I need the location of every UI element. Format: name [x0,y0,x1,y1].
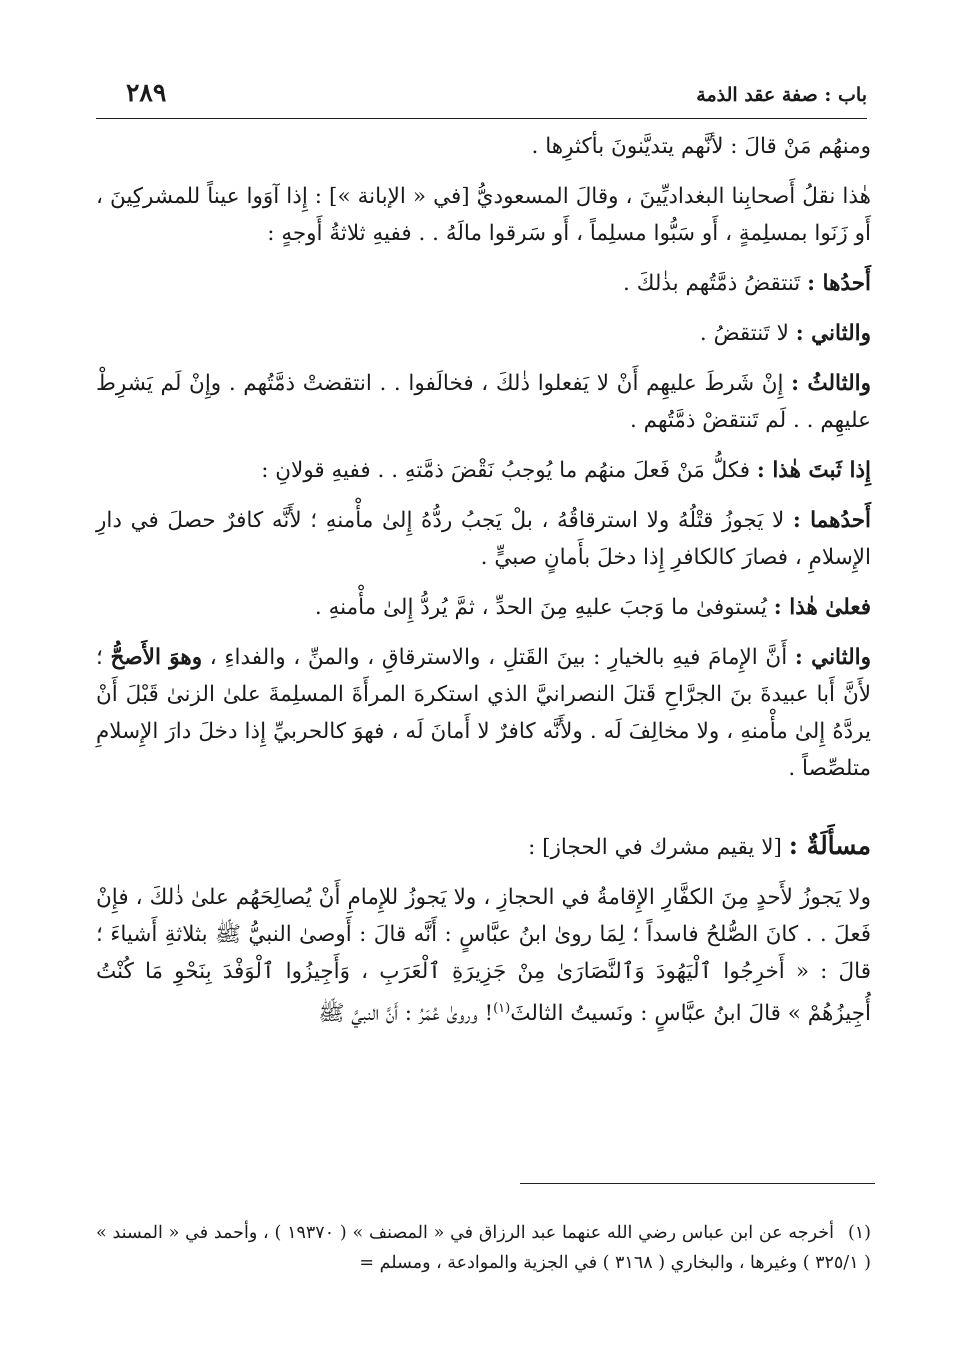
issue-heading [96,827,871,866]
paragraph-lead: والثاني : [794,645,872,670]
emphasis: وهوَ الأَصحُّ [110,645,203,670]
paragraph [96,452,871,489]
chapter-title: باب : صفة عقد الذمة [696,84,867,106]
paragraph-lead: والثاني : [795,321,871,346]
paragraph [96,265,871,302]
paragraph-text: أَنَّ الإِمامَ فيهِ بالخيارِ : بينَ القَتلِ ، والاسترقاقِ ، والمنِّ ، والفداءِ ، [209,645,788,670]
paragraph [96,589,871,626]
paragraph-lead: إِذا ثَبتَ هٰذا : [756,458,871,483]
paragraph-text: ومنهُم مَنْ قالَ : لأنَّهم يتديَّنونَ بأكثرِها . [531,134,871,159]
footnote-rule [520,1183,875,1184]
paragraph-lead: أَحدُها : [807,271,871,296]
paragraph-text: هٰذا نقلُ أَصحابِنا البغداديِّينَ ، وقالَ المسعوديُّ [في « الإبانة »] : إِذا آوَوا عيناً للمشركِينَ ، أَو زَنَوا بمسلِمةٍ ، أَو سَبُّوا مسلِماً ، أَو سَرقوا مالَهُ . . ففيهِ ثلاثةُ أَوجهٍ : [96,184,871,246]
issue-title: [لا يقيم مشرك في الحجاز] : [528,835,782,860]
paragraph-text: ولا يَجوزُ لأَحدٍ مِنَ الكفَّارِ الإِقامةُ في الحجازِ ، ولا يَجوزُ للإِمامِ أَنْ يُصالِحَهُم علىٰ ذٰلكَ ، فإِنْ فَعلَ . . كانَ الصُّلحُ فاسداً ؛ لِمَا روىٰ ابنُ عبَّاسٍ : أَنَّه قالَ : أَوصىٰ النبيُّ ﷺ بثلاثةِ أَشياءَ ؛ قالَ : « أَخرِجُوا ٱلْيَهُودَ وَٱلنَّصَارَىٰ مِنْ جَزِيرَةِ ٱلْعَرَبِ ، وَأَجِيزُوا ٱلْوَفْدَ بِنَحْوِ مَا كُنْتُ أُجِيزُهُمْ » قالَ ابنُ عبَّاسٍ : ونَسيتُ الثالثَ [96,885,871,1027]
footnote-ref[interactable]: (١) [493,1001,511,1016]
paragraph [96,178,871,252]
paragraph-text: يُستوفىٰ ما وَجبَ عليهِ مِنَ الحدِّ ، ثمَّ يُردُّ إِلىٰ مأْمنهِ . [314,595,767,620]
main-text [96,128,871,1045]
paragraph [96,879,871,1032]
paragraph-text: ! وروىٰ عُمَرُ : أَنَّ النبيَّ ﷺ [318,1001,494,1027]
paragraph-text: لا يَجوزُ قتْلُهُ ولا استرقاقُهُ ، بلْ يَجبُ ردُّهُ إِلىٰ مأْمنهِ ؛ لأَنَّه كافرٌ حصلَ في دارِ الإِسلامِ ، فصارَ كالكافرِ إِذا دخلَ بأَمانٍ صبيٍّ . [96,508,871,570]
paragraph [96,639,871,787]
paragraph-text: فكلُّ مَنْ فَعلَ منهُم ما يُوجبُ نَقْضَ ذمَّتهِ . . ففيهِ قولانِ : [261,458,751,483]
paragraph-lead: فعلىٰ هٰذا : [773,595,871,620]
paragraph-lead: أَحدُهما : [792,508,872,533]
paragraph-text: تَنتقضُ ذمَّتُهم بذٰلكَ . [623,271,801,296]
paragraph-text: ؛ لأَنَّ أَبا عبيدةَ بنَ الجرَّاحِ قَتلَ النصرانيَّ الذي استكرهَ المرأَةَ المسلِمةَ علىٰ الزنىٰ قَبْلَ أَنْ يردَّهُ إِلىٰ مأْمنهِ ، ولا مخالِفَ لَه . ولأَنَّه كافرٌ لا أَمانَ لَه ، فهوَ كالحربيِّ إِذا دخلَ دارَ الإِسلامِ متلصِّصاً . [96,645,871,781]
page-header [96,78,867,112]
paragraph-lead: والثالثُ : [791,371,871,396]
paragraph-text: إِنْ شَرطَ عليهِم أَنْ لا يَفعلوا ذٰلكَ ، فخالَفوا . . انتقضتْ ذمَّتُهم . وإِنْ لَم يَشرِطْ عليهِم . . لَم تَنتقضْ ذمَّتُهم . [96,371,871,433]
page-number: ٢٨٩ [126,78,167,107]
footnote-text: أخرجه عن ابن عباس رضي الله عنهما عبد الرزاق في « المصنف » ( ١٩٣٧٠ ) ، وأحمد في « المسند » ( ٣٢٥/١ ) وغيرها ، والبخاري ( ٣١٦٨ ) في الجزية والموادعة ، ومسلم = [96,1223,871,1273]
paragraph [96,128,871,165]
paragraph [96,502,871,576]
paragraph [96,315,871,352]
footnote-number: (١) [847,1223,871,1243]
header-rule [96,118,867,119]
footnotes [96,1218,871,1278]
issue-label: مسأَلَةٌ : [788,831,871,860]
paragraph [96,365,871,439]
footnote [96,1218,871,1278]
paragraph-text: لا تَنتقضُ . [699,321,789,346]
